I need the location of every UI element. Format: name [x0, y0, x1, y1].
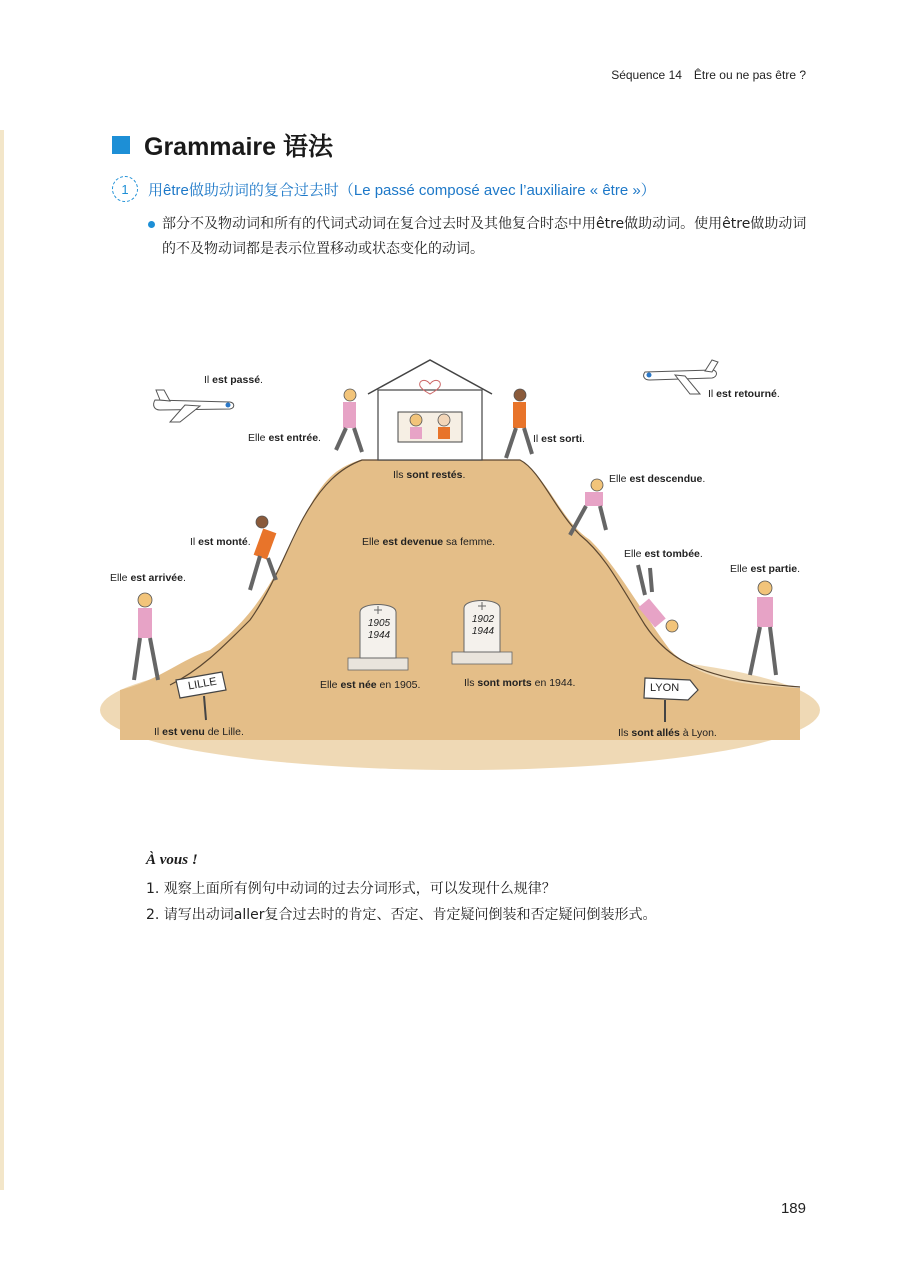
- grave-left-birth: 1905: [367, 618, 391, 629]
- sign-lyon-label: LYON: [650, 682, 680, 694]
- caption-venu: Il est venu de Lille.: [154, 726, 244, 738]
- bullet-icon: [148, 221, 155, 228]
- house-roof: [368, 360, 492, 394]
- caption-nee: Elle est née en 1905.: [320, 679, 421, 691]
- grave-left-dates: [365, 618, 393, 642]
- exercise-title: À vous !: [146, 852, 198, 868]
- grave-left-death: 1944: [367, 630, 391, 641]
- page-edge-strip: [0, 130, 4, 1190]
- caption-restes: Ils sont restés.: [393, 469, 466, 481]
- house-window: [398, 412, 462, 442]
- section-heading: [112, 128, 333, 162]
- plane-left-drawing: [154, 390, 234, 422]
- caption-entree: Elle est entrée.: [248, 432, 321, 444]
- running-header: [611, 68, 806, 82]
- number-circle-icon: 1: [112, 176, 138, 202]
- caption-devenue: Elle est devenue sa femme.: [362, 536, 496, 548]
- person-arrivee: [134, 593, 158, 680]
- header-title: Être ou ne pas être ?: [693, 68, 806, 82]
- square-icon: [112, 136, 130, 154]
- bullet-text: 部分不及物动词和所有的代词式动词在复合过去时及其他复合时态中用être做助动词。使用être做助动词的不及物动词都是表示位置移动或状态变化的动词。: [162, 216, 807, 257]
- grave-right-birth: 1902: [471, 614, 495, 625]
- person-sorti: [506, 389, 532, 458]
- person-monte: [250, 516, 276, 590]
- woman-in-window: [410, 414, 422, 426]
- caption-retourne: Il est retourné.: [708, 388, 780, 400]
- caption-tombee: Elle est tombée.: [624, 548, 703, 560]
- header-sequence: Séquence 14: [611, 68, 682, 82]
- sign-lille-label: LILLE: [187, 675, 218, 693]
- bullet-paragraph: [148, 212, 808, 262]
- hill-shape: [120, 460, 800, 740]
- caption-monte: Il est monté.: [190, 536, 251, 548]
- house-drawing: [368, 360, 492, 460]
- exercise-question-1: 1. 观察上面所有例句中动词的过去分词形式，可以发现什么规律？: [146, 881, 556, 897]
- man-in-window: [438, 414, 450, 426]
- caption-sorti: Il est sorti.: [533, 433, 585, 445]
- caption-partie: Elle est partie.: [730, 563, 801, 575]
- caption-descendue: Elle est descendue.: [609, 473, 706, 485]
- page-number: 189: [780, 1200, 806, 1217]
- exercise-question-2: 2. 请写出动词aller复合过去时的肯定、否定、肯定疑问倒装和否定疑问倒装形式。: [146, 907, 657, 923]
- grave-right-death: 1944: [471, 626, 495, 637]
- hill-drawing: [100, 350, 820, 770]
- caption-morts: Ils sont morts en 1944.: [464, 677, 576, 689]
- person-partie: [750, 581, 776, 675]
- grave-right-dates: [469, 614, 497, 638]
- plane-right-drawing: [644, 360, 718, 394]
- subsection-title: 用être做助动词的复合过去时（Le passé composé avec l’auxiliaire « être »）: [148, 181, 656, 199]
- person-entree: [336, 389, 362, 452]
- caption-arrivee: Elle est arrivée.: [110, 572, 186, 584]
- caption-alles: Ils sont allés à Lyon.: [618, 727, 717, 739]
- section-title: Grammaire 语法: [144, 133, 333, 161]
- caption-passe: Il est passé.: [204, 374, 263, 386]
- subsection-heading: [112, 176, 656, 202]
- person-descendue: [570, 479, 606, 535]
- hill-illustration: [100, 350, 820, 770]
